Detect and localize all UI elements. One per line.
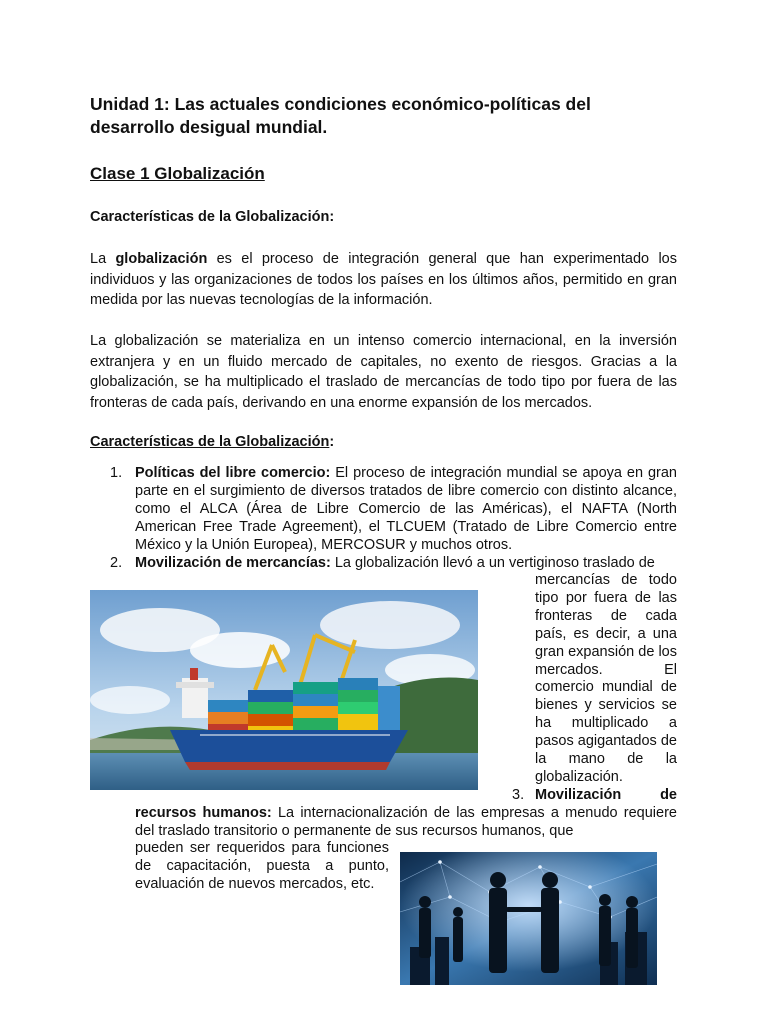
list-number: 2. (110, 555, 123, 571)
paragraph-globalization-trade: La globalización se materializa en un intenso comercio internacional, en la inversión extranjera y en un fluido mercado de capitales, no exento de riesgos. Gracias a la globalización, se ha multiplicado el traslado de mercancías de todo tipo por fuera de las fronteras de cada país, derivando en una enorme expansión de los mercados. (90, 333, 677, 411)
list-item-title: Movilización de (535, 787, 677, 803)
container-ship-image (90, 590, 478, 790)
section-heading: Características de la Globalización: (90, 209, 335, 225)
paragraph-text: La (90, 251, 116, 267)
list-item-text: La globalización llevó a un vertiginoso traslado de (330, 555, 655, 571)
list-item-free-trade (135, 464, 677, 554)
section-heading-colon: : (329, 434, 335, 450)
list-section-heading (90, 434, 334, 450)
list-number: 3. (512, 787, 525, 803)
class-title: Clase 1 Globalización (90, 164, 265, 183)
list-item-text: El proceso de integración mundial se apoya en gran parte en el surgimiento de diversos tratados de libre comercio con distinto alcance, como el ALCA (Área de Libre Comercio de las Américas), el NAFTA (North American Free Trade Agreement), el TLCUEM (Tratado de Libre Comercio entre México y la Unión Europea), MERCOSUR y muchos otros. (135, 465, 677, 553)
list-number: 1. (110, 465, 123, 481)
list-item-title: Movilización de mercancías: (135, 555, 331, 571)
list-item-goods-mobilization (135, 554, 677, 572)
paragraph-text: es el proceso de integración general que han experimentado los individuos y las organizaciones de todos los países en los últimos años, permitido en gran medida por las nuevas tecnologías de la información. (90, 251, 677, 308)
bold-term: globalización (115, 251, 208, 267)
list-item-goods-continuation: mercancías de todo tipo por fuera de las fronteras de cada país, es decir, a una gran expansión de los mercados. El comercio mundial de bienes y servicios se ha multiplicado a pasos agigantados de la mano de la globalización. (535, 572, 677, 785)
list-item-human-resources (135, 804, 677, 840)
unit-title: Unidad 1: Las actuales condiciones económico-políticas del desarrollo desigual mundial. (90, 94, 591, 137)
section-heading-underlined: Características de la Globalización (90, 434, 330, 450)
list-item-human-resources-continuation: pueden ser requeridos para funciones de capacitación, puesta a punto, evaluación de nuevos mercados, etc. (135, 840, 389, 892)
list-item-text: La internacionalización de las empresas a menudo requiere del traslado transitorio o permanente de sus recursos humanos, que (135, 805, 677, 839)
paragraph-globalization-definition (90, 249, 677, 311)
list-item-title: recursos humanos: (135, 805, 272, 821)
list-item-title: Políticas del libre comercio: (135, 465, 331, 481)
business-people-image (400, 852, 657, 985)
